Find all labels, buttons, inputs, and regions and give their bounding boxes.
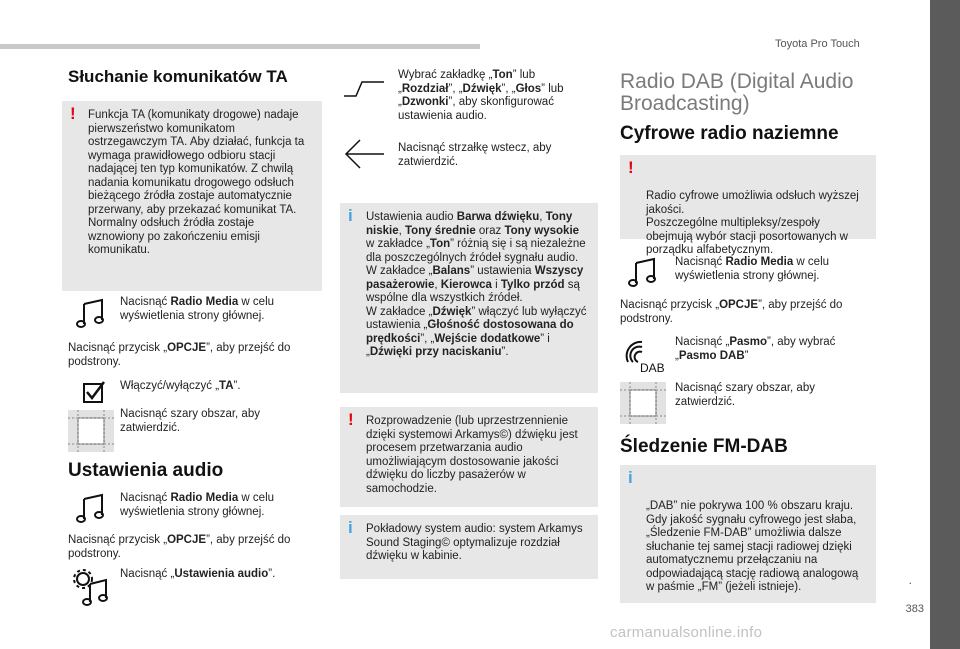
continue-mark: . (908, 573, 912, 587)
warning-text: Radio cyfrowe umożliwia odsłuch wyższej jakości. Poszczególne multipleksy/zespoły obejmują wybór stacji posortowanych w porządku alfabetycznym. (646, 190, 859, 256)
section-title-audio: Ustawienia audio (68, 460, 224, 481)
warning-text: Funkcja TA (komunikaty drogowe) nadaje pierwszeństwo komunikatom ostrzegawczym TA. Aby działać, funkcja ta wymaga prawidłowego odbioru stacji nadającej ten typ komunikatów. Z chwilą nadania komunikatu drogowego odsłuch bieżącego źródła zostaje automatycznie przerwany, aby przekazać komunikat TA. Normalny odsłuch źródła zostaje wznowiony po zakończeniu emisji komunikatu. (88, 109, 305, 256)
audio-step-back: Nacisnąć strzałkę wstecz, aby zatwierdzić. (398, 142, 552, 168)
warning-icon: ! (628, 158, 634, 177)
watermark: carmanualsonline.info (610, 624, 763, 641)
info-text: Pokładowy system audio: system Arkamys Sound Staging© optymalizuje rozdział dźwięku w kabinie. (366, 523, 583, 562)
music-note-icon (72, 491, 112, 527)
page-header: Toyota Pro Touch (775, 38, 860, 50)
info-icon: i (348, 518, 353, 537)
side-band (930, 0, 960, 649)
info-icon: i (348, 206, 353, 225)
grey-area-icon (68, 410, 114, 452)
section-title-dab: Radio DAB (Digital Audio Broadcasting) (620, 70, 854, 115)
ta-step-radio-media: Nacisnąć Radio Media w celu wyświetlenia strony głównej. (120, 296, 275, 322)
audio-step-tabs: Wybrać zakładkę „Ton” lub „Rozdział”, „Dźwięk”, „Głos” lub „Dzwonki”, aby skonfigurować ustawienia audio. (398, 69, 564, 122)
warning-box-dab (620, 155, 876, 256)
section-title-ta: Słuchanie komunikatów TA (68, 67, 288, 86)
audio-step-radio-media: Nacisnąć Radio Media w celu wyświetlenia strony głównej. (120, 492, 275, 518)
warning-box-arkamys (340, 407, 598, 507)
dab-step-options: Nacisnąć przycisk „OPCJE”, aby przejść do podstrony. (620, 299, 843, 325)
dab-step-confirm: Nacisnąć szary obszar, aby zatwierdzić. (675, 382, 815, 408)
info-text: Ustawienia audio Barwa dźwięku, Tony niskie, Tony średnie oraz Tony wysokie w zakładce „Ton” różnią się i są niezależne dla poszczególnych źródeł sygnału audio. W zakładce „Balans” ustawienia Wszyscy pasażerowie, Kierowca i Tylko przód są wspólne dla wszystkich źródeł. W zakładce „Dźwięk” włączyć lub wyłączyć ustawienia „Głośność dostosowana do prędkości”, „Wejście dodatkowe” i „Dźwięki przy naciskaniu”. (366, 211, 587, 358)
tab-bar-icon (340, 72, 388, 102)
info-text: „DAB” nie pokrywa 100 % obszaru kraju. Gdy jakość sygnału cyfrowego jest słaba, „Śledzenie FM-DAB” umożliwia dalsze słuchanie tej samej stacji radiowej dzięki automatycznemu przełączaniu na odpowiadającą stację radiową analogową w paśmie „FM” (jeżeli istnieje). (646, 500, 859, 593)
dab-step-band: Nacisnąć „Pasmo”, aby wybrać „Pasmo DAB” (675, 336, 836, 362)
top-rule (0, 44, 480, 49)
warning-icon: ! (70, 104, 76, 123)
dab-icon (620, 336, 666, 376)
checkbox-icon (72, 376, 112, 412)
audio-step-options: Nacisnąć przycisk „OPCJE”, aby przejść do podstrony. (68, 534, 291, 560)
ta-step-toggle: Włączyć/wyłączyć „TA”. (120, 380, 241, 392)
back-arrow-icon (342, 136, 388, 172)
ta-step-options: Nacisnąć przycisk „OPCJE”, aby przejść do podstrony. (68, 342, 291, 368)
ta-step-confirm: Nacisnąć szary obszar, aby zatwierdzić. (120, 408, 260, 434)
dab-step-radio-media: Nacisnąć Radio Media w celu wyświetlenia strony głównej. (675, 256, 830, 282)
info-box-audio (340, 203, 598, 393)
settings-music-icon (70, 566, 112, 608)
dab-icon-label: DAB (640, 361, 665, 375)
warning-icon: ! (348, 410, 354, 429)
info-box-arkamys (340, 515, 598, 579)
info-box-fm-dab (620, 465, 876, 603)
subsection-title-digital-radio: Cyfrowe radio naziemne (620, 123, 839, 144)
info-icon: i (628, 468, 633, 487)
warning-text: Rozprowadzenie (lub uprzestrzennienie dzięki systemowi Arkamys©) dźwięku jest procesem przetwarzania audio umożliwiającym dostosowanie jakości dźwięku do liczby pasażerów w samochodzie. (366, 415, 578, 495)
music-note-icon (624, 255, 664, 291)
subsection-title-fm-dab: Śledzenie FM-DAB (620, 436, 788, 457)
music-note-icon (72, 296, 112, 332)
warning-box-ta (62, 101, 322, 291)
grey-area-icon (620, 382, 666, 424)
page-number: 383 (905, 603, 924, 615)
audio-step-settings: Nacisnąć „Ustawienia audio”. (120, 568, 276, 580)
